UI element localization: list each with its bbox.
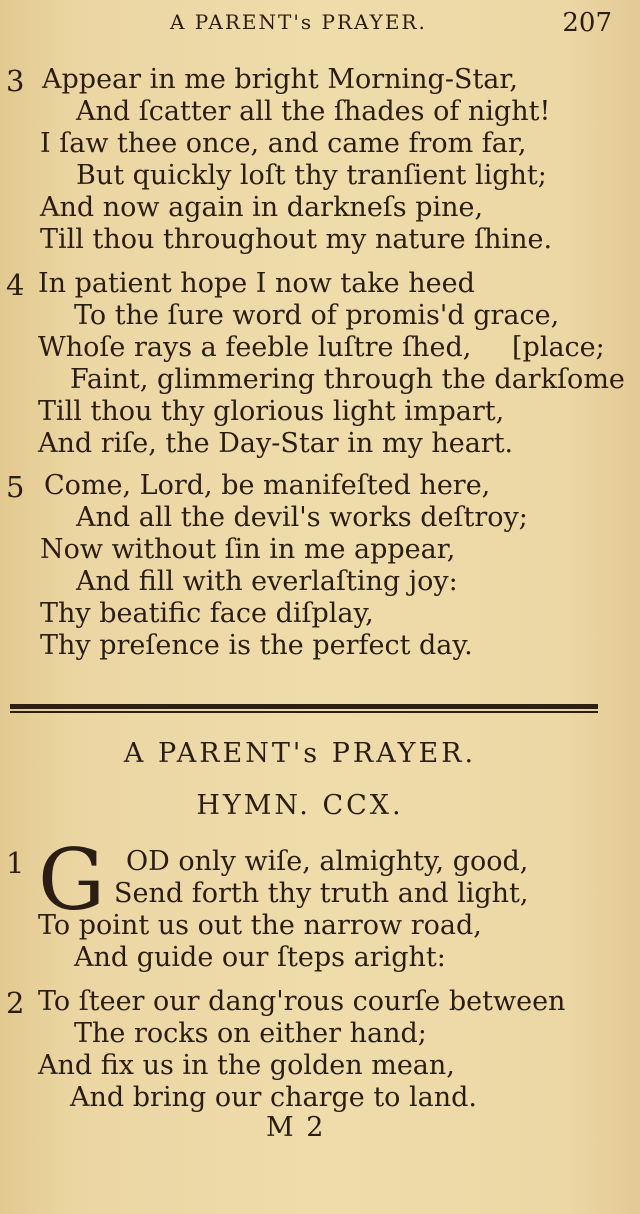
stanza-number: 1 (6, 846, 25, 880)
verse-line: Thy preſence is the perfect day. (40, 630, 473, 661)
page-number: 207 (562, 8, 612, 38)
verse-line: And ſcatter all the ſhades of night! (76, 96, 551, 127)
stanza-number: 3 (6, 64, 25, 98)
verse-line: In patient hope I now take heed (38, 268, 475, 299)
verse-line: But quickly loſt thy tranſient light; (76, 160, 547, 191)
running-head: A PARENT's PRAYER. (170, 10, 427, 34)
stanza-number: 2 (6, 986, 25, 1020)
verse-line: And guide our ſteps aright: (74, 942, 446, 973)
verse-line: And riſe, the Day-Star in my heart. (38, 428, 514, 459)
stanza-number: 5 (6, 470, 25, 504)
stanza-number: 4 (6, 268, 25, 302)
verse-line: And fill with everlaſting joy: (76, 566, 458, 597)
divider-thin-rule (10, 711, 598, 713)
verse-line: Now without ſin in me appear, (40, 534, 456, 565)
dropcap-letter: G (38, 831, 106, 929)
verse-line: Till thou thy glorious light impart, (38, 396, 505, 427)
verse-line: And bring our charge to land. (70, 1082, 478, 1113)
verse-line: Faint, glimmering through the darkſome (70, 364, 625, 395)
section-title: A PARENT's PRAYER. (123, 738, 477, 769)
verse-line: OD only wiſe, almighty, good, (126, 846, 529, 877)
verse-line: To point us out the narrow road, (38, 910, 482, 941)
section-divider (10, 704, 598, 716)
verse-line: I ſaw thee once, and came from far, (40, 128, 527, 159)
hymn-number: HYMN. CCX. (196, 790, 404, 821)
verse-line: And all the devil's works deſtroy; (76, 502, 528, 533)
verse-line: Thy beatific face diſplay, (40, 598, 374, 629)
verse-line: And now again in darkneſs pine, (40, 192, 484, 223)
verse-line: Come, Lord, be manifeſted here, (44, 470, 491, 501)
verse-line: To ſteer our dang'rous courſe between (38, 986, 566, 1017)
divider-thick-rule (10, 704, 598, 709)
verse-line-carryover: [place; (512, 332, 605, 363)
verse-line: Send forth thy truth and light, (114, 878, 529, 909)
verse-line: Till thou throughout my nature ſhine. (40, 224, 553, 255)
verse-line: Whoſe rays a feeble luſtre ſhed, (38, 332, 472, 363)
verse-line: And fix us in the golden mean, (38, 1050, 455, 1081)
verse-line: To the ſure word of promis'd grace, (74, 300, 560, 331)
verse-line: Appear in me bright Morning-Star, (42, 64, 518, 95)
signature-mark: M 2 (266, 1112, 326, 1143)
verse-line: The rocks on either hand; (74, 1018, 427, 1049)
